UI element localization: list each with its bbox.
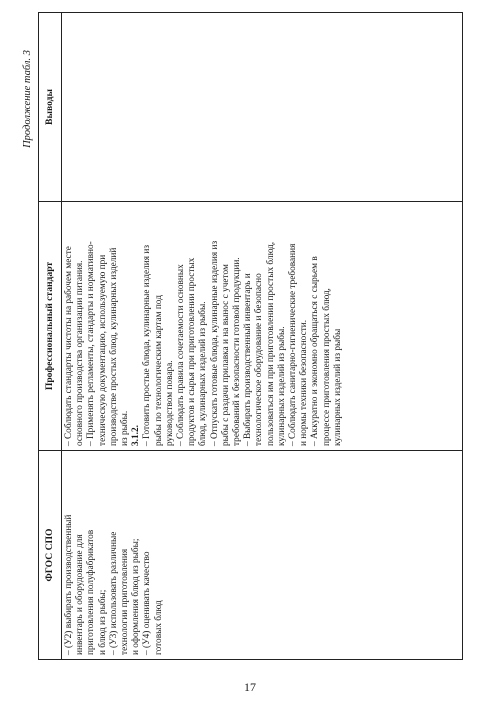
text-line: – Отпускать готовые блюда, кулинарные изделия из <box>209 240 220 446</box>
text-line: технологии приготовления <box>120 548 131 655</box>
text-line: инвентарь и оборудование для <box>75 534 86 655</box>
text-line: – Соблюдать санитарно-гигиенические требования <box>288 243 299 446</box>
text-line: процессе приготовления простых блюд, <box>321 288 332 446</box>
text-line: готовых блюд <box>153 600 164 655</box>
table-header-row <box>39 13 62 660</box>
text-line: блюд, кулинарных изделий из рыбы. <box>198 301 209 446</box>
page-number: 17 <box>244 680 256 694</box>
header-fgos: ФГОС СПО <box>39 451 62 660</box>
text-line: технологическое оборудование и безопасно <box>254 273 265 446</box>
text-line: – (У2) выбирать производственный <box>64 514 74 655</box>
cell-prof-standard <box>62 202 463 451</box>
header-conclusions: Выводы <box>39 13 62 202</box>
text-line: требований к безопасности готовой продукции. <box>232 257 243 446</box>
text-line: рыбы по технологическим картам под <box>153 295 164 446</box>
text-line: 3.1.2. <box>131 425 142 446</box>
header-prof-standard: Профессиональный стандарт <box>39 202 62 451</box>
text-line: основного производства организации питания. <box>75 260 86 446</box>
table-row <box>62 13 463 660</box>
standards-table <box>38 12 463 660</box>
text-line: и оформления блюд из рыбы; <box>131 538 142 655</box>
text-line: рыбы с раздачи прилавка и на вынос с учетом <box>220 264 231 446</box>
text-line: – (У3) использовать различные <box>108 531 119 655</box>
text-line: производстве простых блюд, кулинарных изделий <box>108 247 119 446</box>
text-line: руководством повара. <box>164 360 175 446</box>
text-line: и блюд из рыбы; <box>97 589 108 655</box>
text-line: и нормы техники безопасности. <box>299 319 310 446</box>
text-line: – Готовить простые блюда, кулинарные изделия из <box>142 244 153 446</box>
text-line: – Аккуратно и экономно обращаться с сырьем в <box>310 256 321 446</box>
text-line: – Выбирать производственный инвентарь и <box>243 273 254 446</box>
text-line: – Соблюдать правила сочетаемости основных <box>176 264 187 446</box>
text-line: – Применять регламенты, стандарты и нормативно- <box>86 241 97 446</box>
table-caption: Продолжение табл. 3 <box>22 50 33 148</box>
text-line: пользоваться им при приготовлении простых блюд, <box>265 241 276 446</box>
text-line: кулинарных изделий из рыбы <box>332 328 343 446</box>
rotated-table-block <box>20 40 466 660</box>
text-line: кулинарных изделий из рыбы. <box>276 326 287 446</box>
text-line: приготовления полуфабрикатов <box>86 529 97 655</box>
text-line: из рыбы. <box>120 410 131 446</box>
text-line: техническую документацию, используемую при <box>97 254 108 446</box>
text-line: – Соблюдать стандарты чистоты на рабочем месте <box>64 246 74 446</box>
text-line: – (У4) оценивать качество <box>142 551 153 655</box>
cell-conclusions <box>62 13 463 202</box>
cell-fgos <box>62 451 463 660</box>
text-line: продуктов и сырья при приготовлении простых <box>187 257 198 446</box>
